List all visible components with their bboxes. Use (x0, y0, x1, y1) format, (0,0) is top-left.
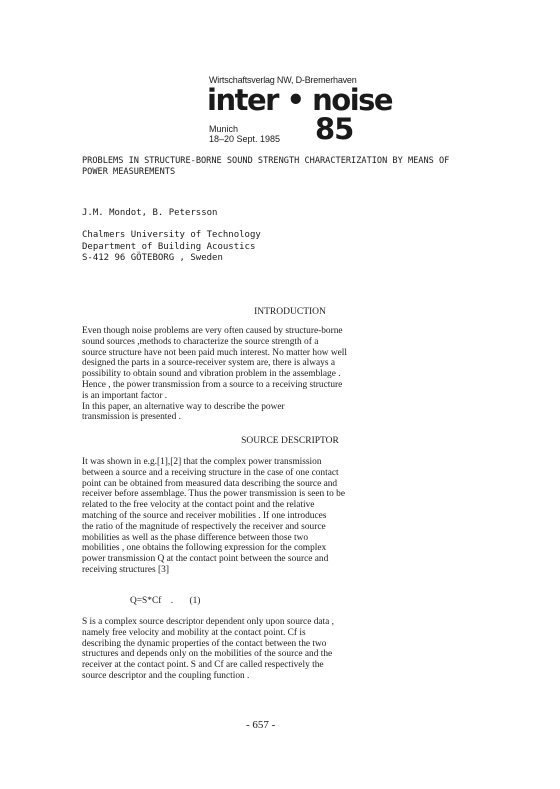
publisher-line: Wirtschaftsverlag NW, D-Bremerhaven (209, 75, 357, 85)
section-heading-source-descriptor: SOURCE DESCRIPTOR (241, 436, 339, 446)
author-affiliation: Chalmers University of Technology Department of Building Acoustics S-412 96 GÖTEBORG , Sweden (82, 230, 261, 263)
paper-title: PROBLEMS IN STRUCTURE-BORNE SOUND STRENGTH CHARACTERIZATION BY MEANS OF POWER MEASUREMENTS (82, 156, 450, 177)
section-heading-introduction: INTRODUCTION (254, 307, 326, 317)
conference-logo: inter • noise (207, 83, 393, 117)
introduction-body: Even though noise problems are very often caused by structure-borne sound sources ,methods to characterize the source strength of a source structure have not been paid much interest. No matter how well designed the parts in a source-receiver system are, there is always a possibility to obtain sound and vibration problem in the assemblage . Hence , the power transmission from a source to a receiving structure is an important factor . In this paper, an alternative way to describe the power transmission is presented . (82, 326, 348, 423)
conference-city: Munich (209, 124, 239, 134)
equation-1: Q=S*Cf . (1) (130, 596, 201, 606)
paper-authors: J.M. Mondot, B. Petersson (82, 208, 218, 218)
source-descriptor-body: It was shown in e.g.[1],[2] that the complex power transmission between a source and a receiving structure in the case of one contact point can be obtained from measured data describing the source and receiver before assemblage. Thus the power transmission is seen to be related to the free velocity at the contact point and the relative matching of the source and receiver mobilities . If one introduces the ratio of the magnitude of respectively the receiver and source mobilities as well as the phase difference between those two mobilities , one obtains the following expression for the complex power transmission Q at the contact point between the source and receiving structures [3] (82, 457, 346, 575)
conference-dates: 18–20 Sept. 1985 (209, 134, 281, 144)
page-number: - 657 - (246, 719, 276, 731)
conference-year: 85 (315, 112, 354, 146)
source-descriptor-body-continued: S is a complex source descriptor dependent only upon source data , namely free velocity and mobility at the contact point. Cf is describing the dynamic properties of the contact between the two structures and depends only on the mobilities of the source and the receiver at the contact point. S and Cf are called respectively the source descriptor and the coupling function . (82, 617, 335, 681)
